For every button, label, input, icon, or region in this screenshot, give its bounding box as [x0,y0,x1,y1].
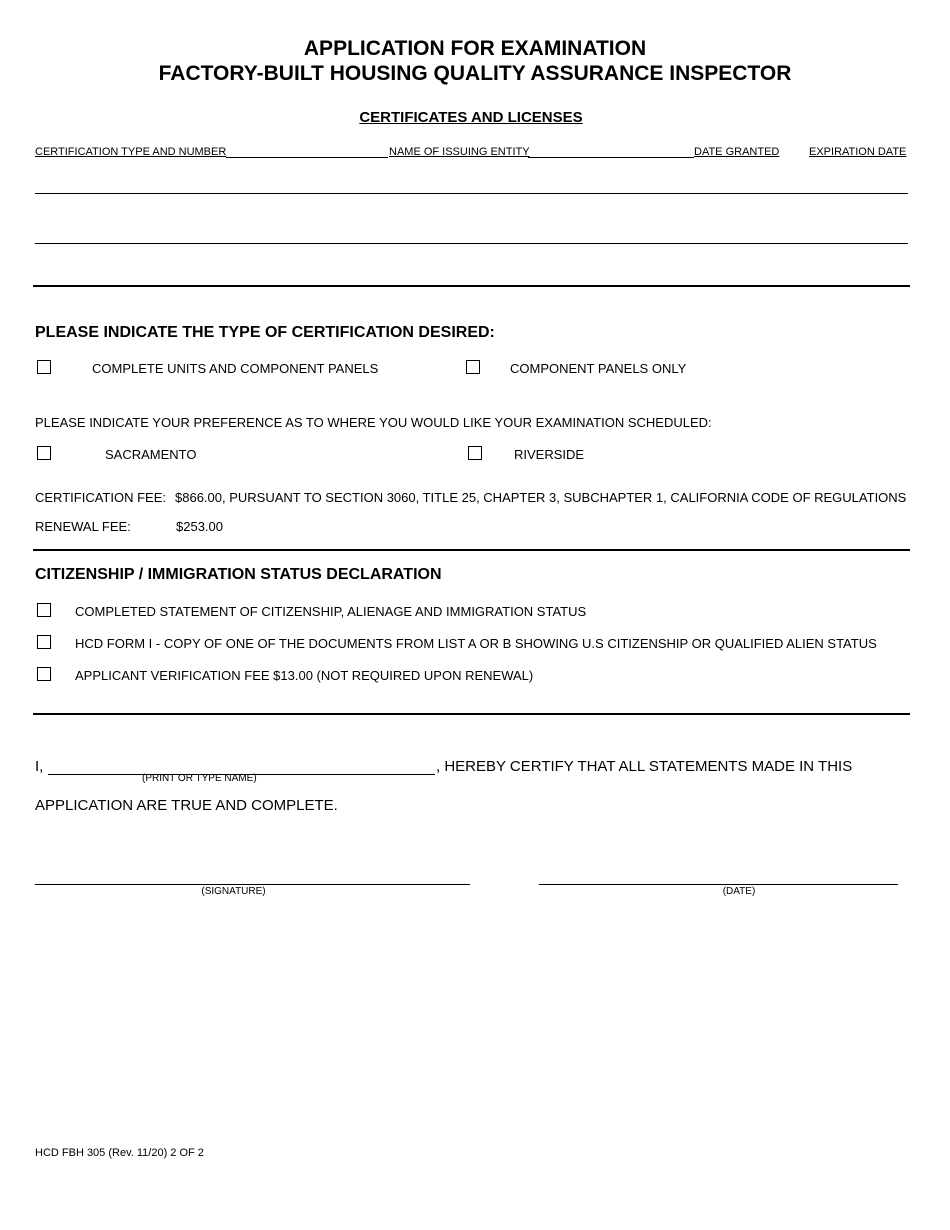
citizenship-item-statement: COMPLETED STATEMENT OF CITIZENSHIP, ALIENAGE AND IMMIGRATION STATUS [75,604,587,619]
checkbox-component-panels-only[interactable] [466,360,480,374]
option-label-riverside: RIVERSIDE [514,447,585,462]
option-label-component-panels-only: COMPONENT PANELS ONLY [510,361,687,376]
option-label-complete-units: COMPLETE UNITS AND COMPONENT PANELS [92,361,379,376]
certify-prefix: I, [35,758,44,775]
name-field-caption: (PRINT OR TYPE NAME) [142,773,257,784]
renewal-fee-label: RENEWAL FEE: [35,519,131,534]
date-caption: (DATE) [722,886,756,897]
checkbox-sacramento[interactable] [37,446,51,460]
certification-type-heading: PLEASE INDICATE THE TYPE OF CERTIFICATION DESIRED: [35,324,495,341]
column-header-issuing-entity: NAME OF ISSUING ENTITY [389,146,530,158]
checkbox-verification-fee[interactable] [37,667,51,681]
signature-field[interactable] [35,884,470,885]
section-divider [33,549,910,551]
checkbox-citizenship-statement[interactable] [37,603,51,617]
page-title-line-1: APPLICATION FOR EXAMINATION [303,37,647,60]
header-underline-connector [226,157,388,158]
certify-suffix: , HEREBY CERTIFY THAT ALL STATEMENTS MADE IN THIS [436,758,853,775]
signature-caption: (SIGNATURE) [201,886,266,897]
certification-fee-value: $866.00, PURSUANT TO SECTION 3060, TITLE 25, CHAPTER 3, SUBCHAPTER 1, CALIFORNIA CODE OF REGULATIONS [175,490,907,505]
citizenship-heading: CITIZENSHIP / IMMIGRATION STATUS DECLARATION [35,566,442,583]
certificates-section-title: CERTIFICATES AND LICENSES [359,109,583,126]
certification-fee-label: CERTIFICATION FEE: [35,490,166,505]
certify-line-2: APPLICATION ARE TRUE AND COMPLETE. [35,797,338,814]
renewal-fee-value: $253.00 [176,519,223,534]
header-underline-connector [528,157,694,158]
option-label-sacramento: SACRAMENTO [105,447,197,462]
column-header-certification-type: CERTIFICATION TYPE AND NUMBER [35,146,227,158]
date-field[interactable] [539,884,898,885]
column-header-expiration-date: EXPIRATION DATE [809,146,907,158]
citizenship-item-hcd-form-i: HCD FORM I - COPY OF ONE OF THE DOCUMENTS FROM LIST A OR B SHOWING U.S CITIZENSHIP OR QUALIFIED ALIEN STATUS [75,636,877,651]
checkbox-hcd-form-i[interactable] [37,635,51,649]
page-title-line-2: FACTORY-BUILT HOUSING QUALITY ASSURANCE INSPECTOR [158,62,792,85]
checkbox-complete-units[interactable] [37,360,51,374]
section-divider [33,713,910,715]
column-header-date-granted: DATE GRANTED [694,146,780,158]
exam-location-prompt: PLEASE INDICATE YOUR PREFERENCE AS TO WHERE YOU WOULD LIKE YOUR EXAMINATION SCHEDULED: [35,415,712,430]
checkbox-riverside[interactable] [468,446,482,460]
certificate-entry-line-1[interactable] [35,193,908,194]
section-divider [33,285,910,287]
certificate-entry-line-2[interactable] [35,243,908,244]
citizenship-item-verification-fee: APPLICANT VERIFICATION FEE $13.00 (NOT REQUIRED UPON RENEWAL) [75,668,534,683]
form-id-footer: HCD FBH 305 (Rev. 11/20) 2 OF 2 [35,1147,204,1159]
